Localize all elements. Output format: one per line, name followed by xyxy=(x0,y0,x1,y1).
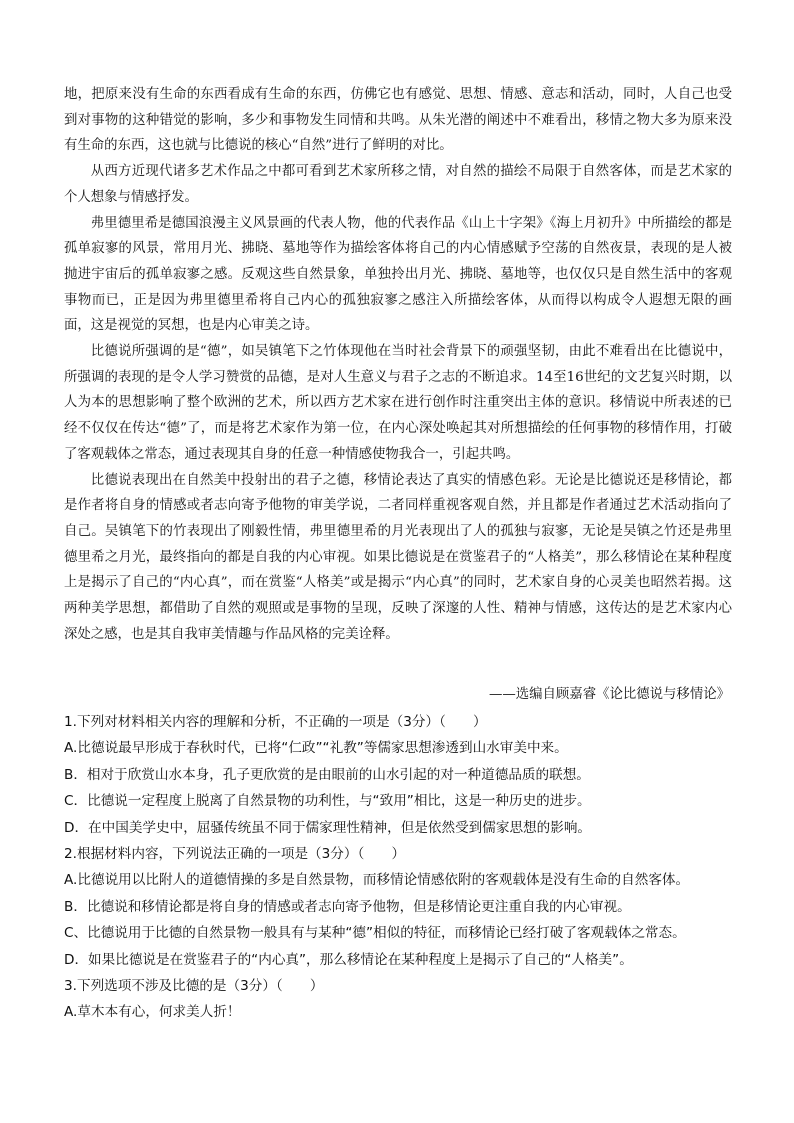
passage-paragraph: 从西方近现代诸多艺术作品之中都可看到艺术家所移之情，对自然的描绘不局限于自然客体，而是艺术家的个人想象与情感抒发。 xyxy=(64,164,732,205)
question-stem: 2.根据材料内容，下列说法正确的一项是（3分）（ ） xyxy=(64,846,406,863)
question-list xyxy=(64,709,736,1026)
answer-option: A.草木本有心，何求美人折！ xyxy=(64,1004,241,1021)
answer-option: B．相对于欣赏山水本身，孔子更欣赏的是由眼前的山水引起的对一种道德品质的联想。 xyxy=(64,766,590,783)
passage-paragraph: 比德说所强调的是“德”，如吴镇笔下之竹体现他在当时社会背景下的顽强坚韧，由此不难看出在比德说中，所强调的表现的是令人学习赞赏的品德，是对人生意义与君子之志的不断追求。14至16世纪的文艺复兴时期，以人为本的思想影响了整个欧洲的艺术，所以西方艺术家在进行创作时注重突出主体的意识。移情说中所表述的已经不仅仅在传达“德”了，而是将艺术家作为第一位，在内心深处唤起其对所想描绘的任何事物的移情作用，打破了客观载体之常态，通过表现其自身的任意一种情感使物我合一，引起共鸣。 xyxy=(64,344,732,462)
passage-paragraph: 比德说表现出在自然美中投射出的君子之德，移情论表达了真实的情感色彩。无论是比德说还是移情论，都是作者将自身的情感或者志向寄予他物的审美学说，二者同样重视客观自然，并且都是作者通过艺术活动指向了自己。吴镇笔下的竹表现出了刚毅性情，弗里德里希的月光表现出了人的孤独与寂寥，无论是吴镇之竹还是弗里德里希之月光，最终指向的都是自我的内心审视。如果比德说是在赏鉴君子的“人格美”，那么移情论在某种程度上是揭示了自己的“内心真”，而在赏鉴“人格美”或是揭示“内心真”的同时，艺术家自身的心灵美也昭然若揭。这两种美学思想，都借助了自然的观照或是事物的呈现，反映了深邃的人性、精神与情感，这传达的是艺术家内心深处之感，也是其自我审美情趣与作品风格的完美诠释。 xyxy=(64,472,732,642)
answer-option: D．在中国美学史中，屈骚传统虽不同于儒家理性精神，但是依然受到儒家思想的影响。 xyxy=(64,819,592,836)
question-stem: 1.下列对材料相关内容的理解和分析，不正确的一项是（3分）（ ） xyxy=(64,714,487,730)
answer-option: A.比德说最早形成于春秋时代，已将“仁政”“礼教”等儒家思想渗透到山水审美中来。 xyxy=(64,740,568,757)
answer-option: C．比德说一定程度上脱离了自然景物的功利性，与“致用”相比，这是一种历史的进步。 xyxy=(64,793,591,810)
passage-paragraph: 地，把原来没有生命的东西看成有生命的东西，仿佛它也有感觉、思想、情感、意志和活动，同时，人自己也受到对事物的这种错觉的影响，多少和事物发生同情和共鸣。从朱光潜的阐述中不难看出，移情之物大多为原来没有生命的东西，这也就与比德说的核心“自然”进行了鲜明的对比。 xyxy=(64,87,732,154)
answer-option: B．比德说和移情论都是将自身的情感或者志向寄予他物，但是移情论更注重自我的内心审视。 xyxy=(64,898,631,915)
answer-option: D．如果比德说是在赏鉴君子的“内心真”，那么移情论在某种程度上是揭示了自己的“人格美”。 xyxy=(64,951,633,968)
answer-option: C、比德说用于比德的自然景物一般具有与某种“德”相似的特征，而移情论已经打破了客观载体之常态。 xyxy=(64,925,686,942)
question-stem: 3.下列选项不涉及比德的是（3分）（ ） xyxy=(64,978,324,995)
answer-option: A.比德说用以比附人的道德情操的多是自然景物，而移情论情感依附的客观载体是没有生命的自然客体。 xyxy=(64,872,690,889)
passage-source: ——选编自顾嘉睿《论比德说与移情论》 xyxy=(488,687,730,702)
passage-paragraph: 弗里德里希是德国浪漫主义风景画的代表人物，他的代表作品《山上十字架》《海上月初升》中所描绘的都是孤单寂寥的风景，常用月光、拂晓、墓地等作为描绘客体将自己的内心情感赋予空荡的自然夜景，表现的是人被抛进宇宙后的孤单寂寥之感。反观这些自然景象，单独拎出月光、拂晓、墓地等，也仅仅只是自然生活中的客观事物而已，正是因为弗里德里希将自己内心的孤独寂寥之感注入所描绘客体，从而得以构成令人遐想无限的画面，这是视觉的冥想，也是内心审美之诗。 xyxy=(64,215,732,334)
reading-passage xyxy=(64,82,732,647)
